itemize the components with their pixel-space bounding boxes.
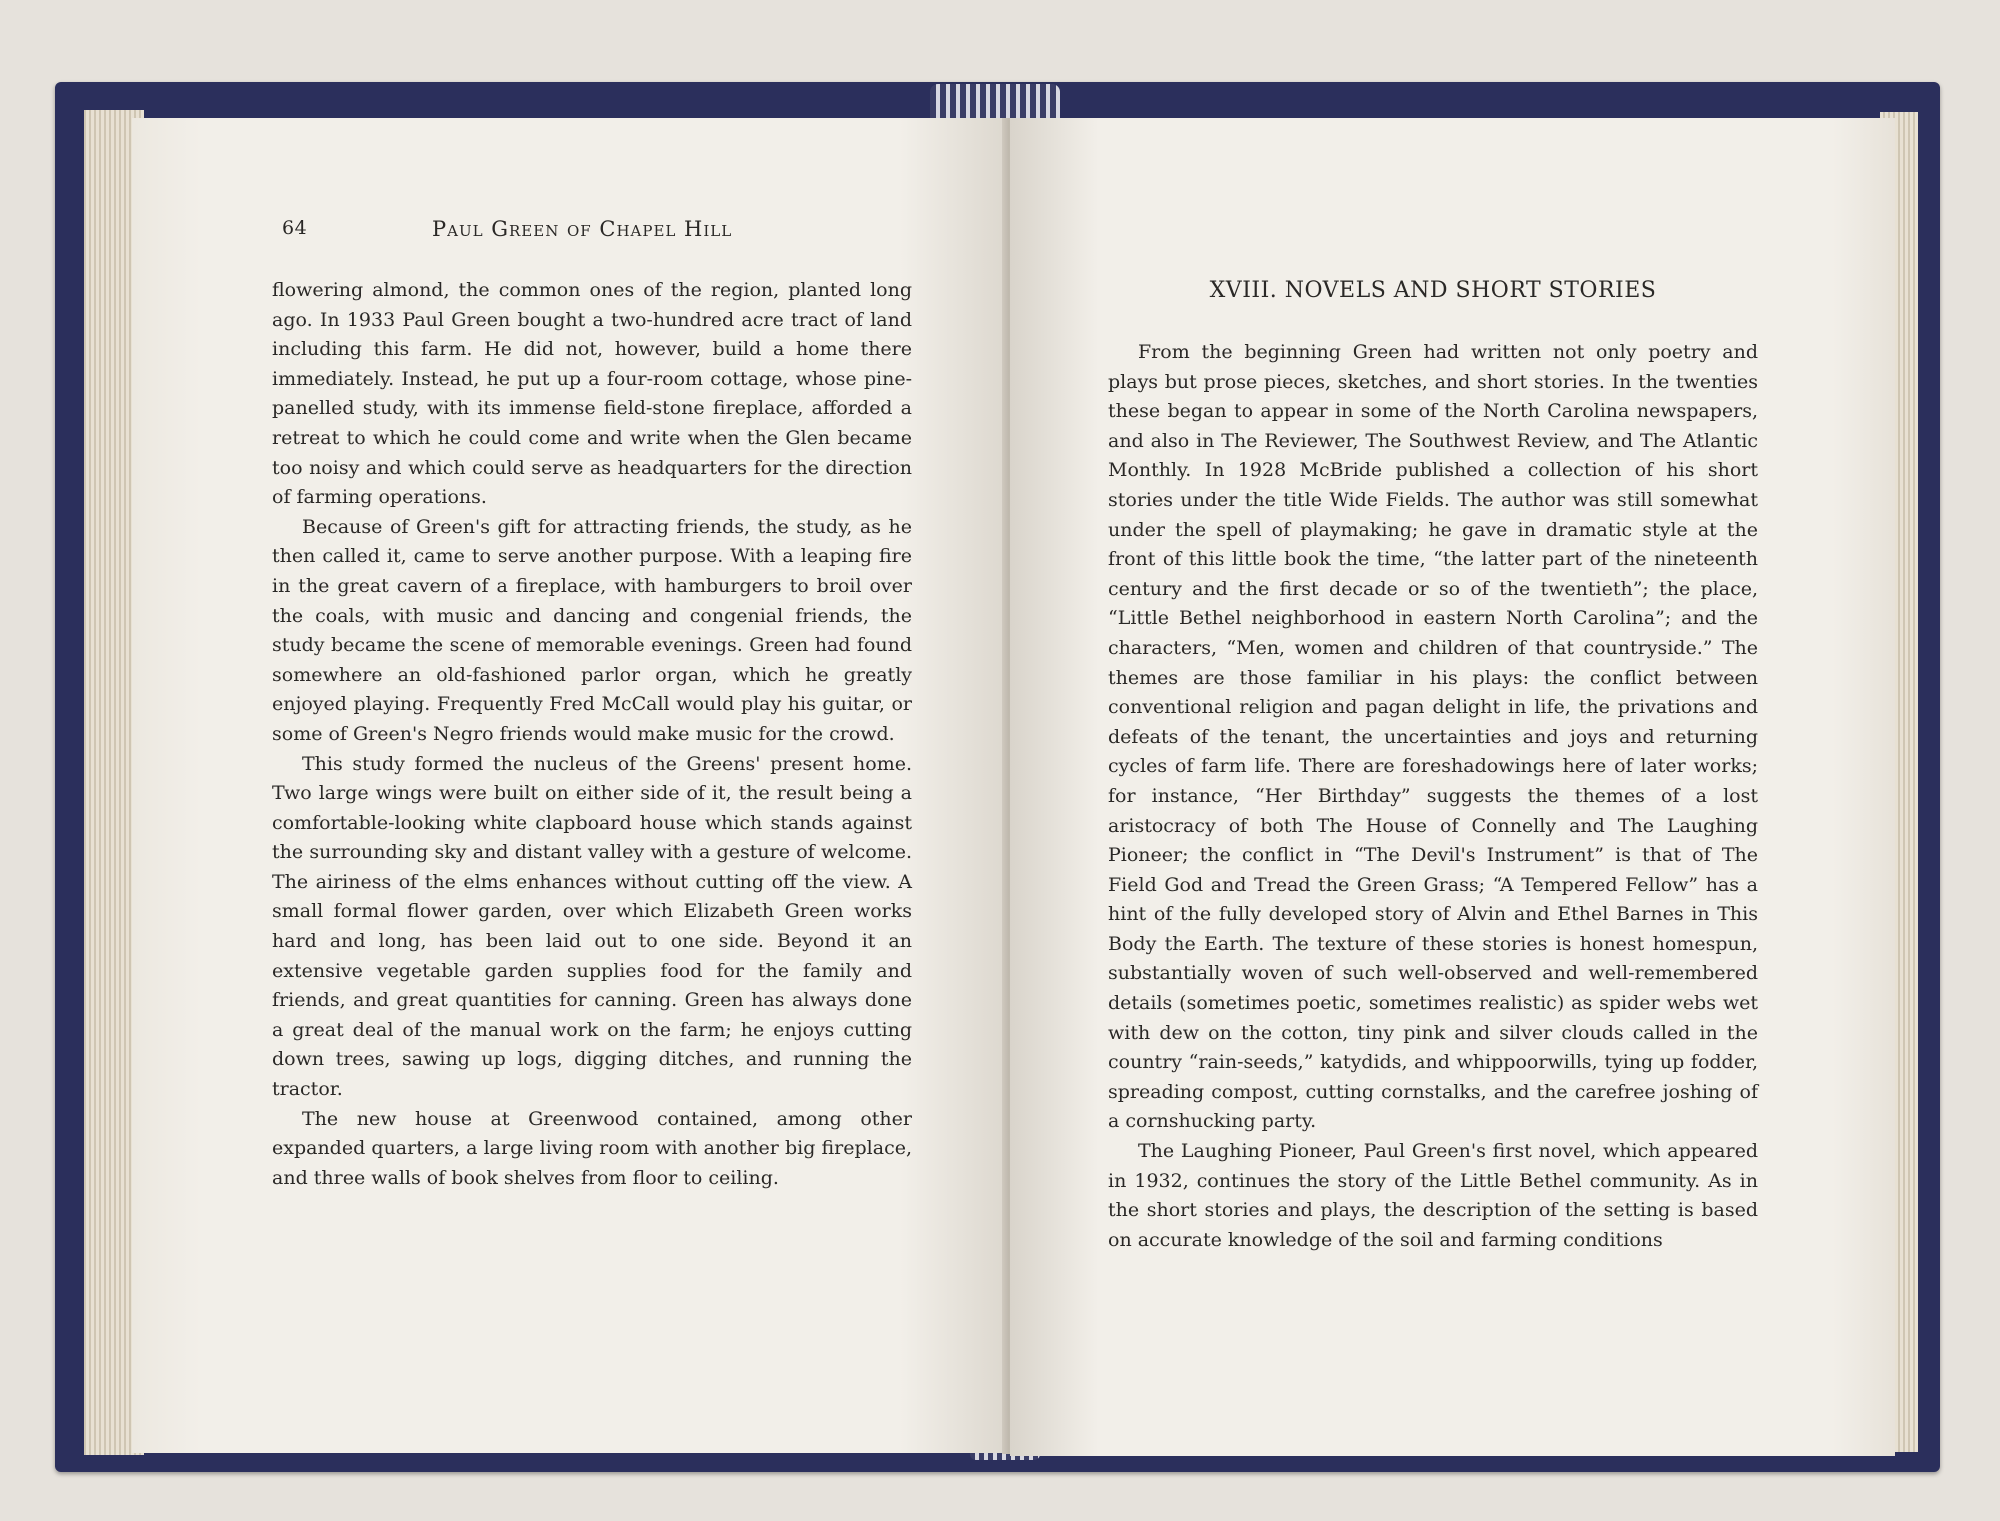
left-page <box>132 118 1005 1453</box>
running-head-title: Paul Green of Chapel Hill <box>432 217 733 241</box>
chapter-title: XVIII. NOVELS AND SHORT STORIES <box>1209 278 1657 303</box>
paragraph: From the beginning Green had written not only poetry and plays but prose pieces, sketches, and short stories. In the twenties these began to appear in some of the North Carolina newspapers, and also in The Reviewer, The Southwest Review, and The Atlantic Monthly. In 1928 McBride published a collection of his short stories under the title Wide Fields. The author was still somewhat under the spell of playmaking; he gave in dramatic style at the front of this little book the time, “the latter part of the nineteenth century and the first decade or so of the twentieth”; the place, “Little Bethel neighborhood in eastern North Carolina”; and the characters, “Men, women and children of that countryside.” The themes are those familiar in his plays: the conflict between conventional religion and pagan delight in life, the privations and defeats of the tenant, the uncertainties and joys and returning cycles of farm life. There are foreshadowings here of later works; for instance, “Her Birthday” suggests the themes of a lost aristocracy of both The House of Connelly and The Laughing Pioneer; the conflict in “The Devil's Instrument” is that of The Field God and Tread the Green Grass; “A Tempered Fellow” has a hint of the fully developed story of Alvin and Ethel Barnes in This Body the Earth. The texture of these stories is honest homespun, substantially woven of such well-observed and well-remembered details (sometimes poetic, sometimes realistic) as spider webs wet with dew on the cotton, tiny pink and silver clouds called in the country “rain-seeds,” katydids, and whippoorwills, tying up fodder, spreading compost, cutting cornstalks, and the carefree joshing of a cornshucking party. <box>1108 341 1758 1133</box>
paragraph: Because of Green's gift for attracting friends, the study, as he then called it, came to serve another purpose. With a leaping fire in the great cavern of a fireplace, with hamburgers to broil over the coals, with music and dancing and congenial friends, the study became the scene of memorable evenings. Green had found somewhere an old-fashioned parlor organ, which he greatly enjoyed playing. Frequently Fred McCall would play his guitar, or some of Green's Negro friends would make music for the crowd. <box>272 515 912 745</box>
paragraph: The new house at Greenwood contained, among other expanded quarters, a large living room with another big fireplace, and three walls of book shelves from floor to ceiling. <box>272 1107 912 1189</box>
right-page <box>1010 118 1895 1456</box>
page-number: 64 <box>282 217 308 239</box>
paragraph: flowering almond, the common ones of the region, planted long ago. In 1933 Paul Green bought a two-hundred acre tract of land including this farm. He did not, however, build a home there immediately. Instead, he put up a four-room cottage, whose pine-panelled study, with its immense field-stone fireplace, afforded a retreat to which he could come and write when the Glen became too noisy and which could serve as headquarters for the direction of farming operations. <box>272 279 912 509</box>
right-page-text <box>1108 338 1758 1255</box>
paragraph: The Laughing Pioneer, Paul Green's first novel, which appeared in 1932, continues the story of the Little Bethel community. As in the short stories and plays, the description of the setting is based on accurate knowledge of the soil and farming conditions <box>1108 1140 1758 1251</box>
paragraph: This study formed the nucleus of the Greens' present home. Two large wings were built on either side of it, the result being a comfortable-looking white clapboard house which stands against the surrounding sky and distant valley with a gesture of welcome. The airiness of the elms enhances without cutting off the view. A small formal flower garden, over which Elizabeth Green works hard and long, has been laid out to one side. Beyond it an extensive vegetable garden supplies food for the family and friends, and great quantities for canning. Green has always done a great deal of the manual work on the farm; he enjoys cutting down trees, sawing up logs, digging ditches, and running the tractor. <box>272 752 912 1101</box>
left-page-text <box>272 276 912 1193</box>
running-head <box>282 217 892 247</box>
